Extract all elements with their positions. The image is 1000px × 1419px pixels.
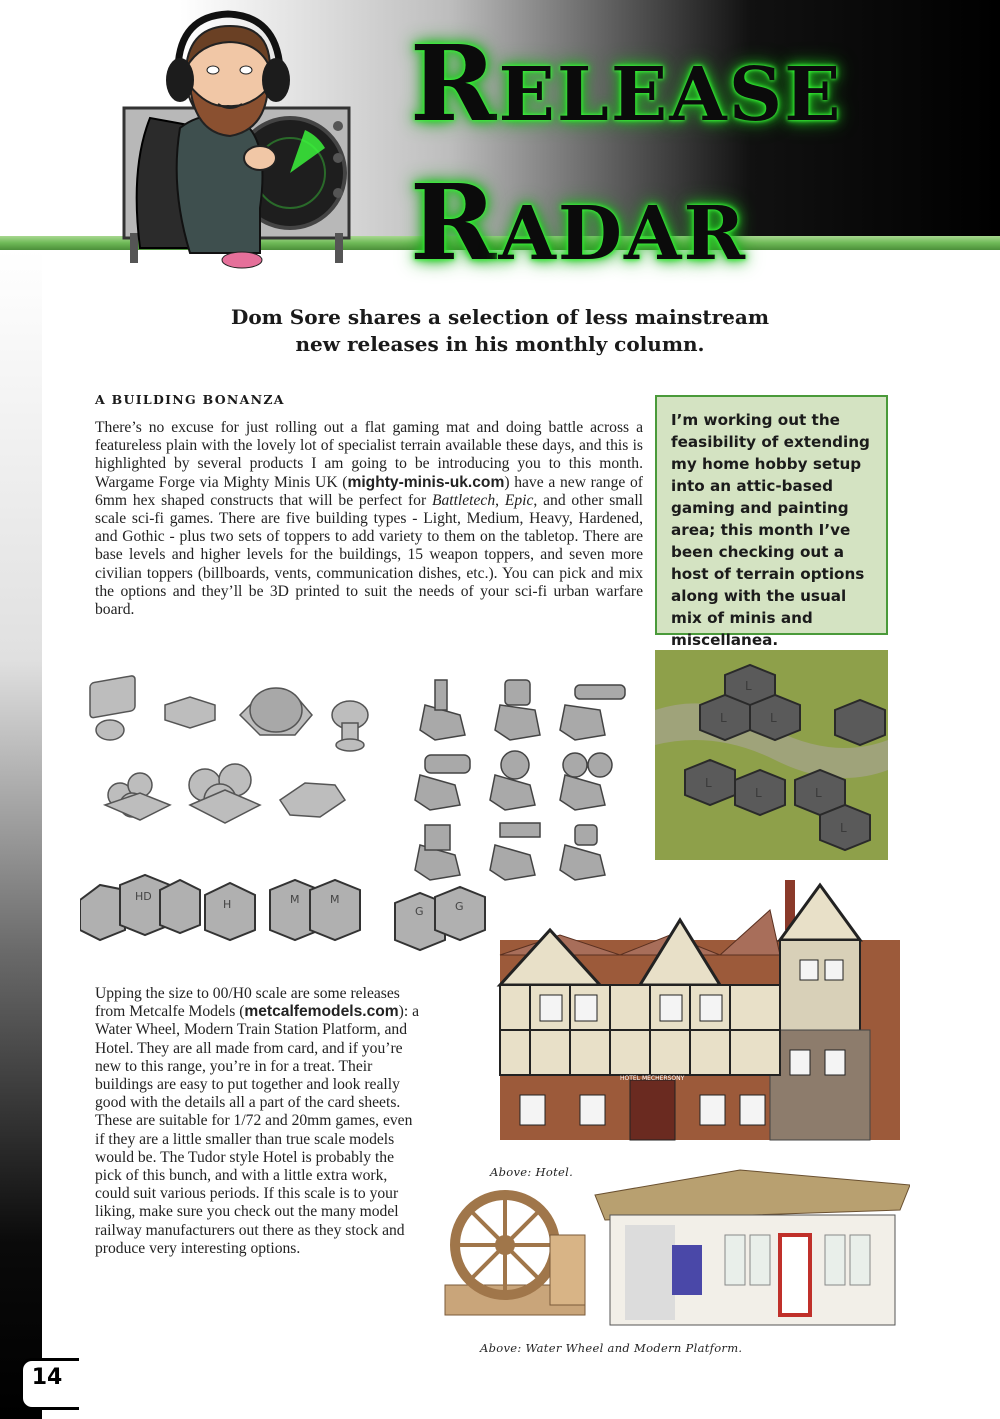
svg-text:L: L [770, 711, 777, 725]
hand [244, 146, 276, 170]
slipper [222, 252, 262, 268]
body-paragraph-1: There’s no excuse for just rolling out a flat gaming mat and doing battle across a featureless plain with the lovely lot of specialist terrain available these days, and this is highlighted by several products I am going to be introducing you to this month. Wargame Forge via Mighty Minis UK (mighty-minis-uk.com) have a new range of 6mm hex shaped constructs that will be perfect for Battletech, Epic, and other small scale sci-fi games. There are five building types - Light, Medium, Heavy, Hardened, and Gothic - plus two sets of toppers to add variety to them on the tabletop. There are base levels and higher levels for the buildings, 15 weapon toppers, and seven more civilian toppers (billboards, vents, communication dishes, etc.). You can pick and mix the options and they’ll be 3D printed to suit the needs of your sci-fi urban warfare board. [95, 419, 643, 619]
hotel-sign: HOTEL MECHERSONY [620, 1075, 685, 1082]
platform-roof [595, 1170, 910, 1220]
svg-text:L: L [720, 711, 727, 725]
jumper [177, 116, 263, 254]
metcalfe-link[interactable]: metcalfemodels.com [244, 1003, 399, 1021]
hex-label: M [290, 893, 300, 906]
svg-text:L: L [705, 776, 712, 790]
page-number: 14 [31, 1365, 63, 1390]
caption-water-wheel: Above: Water Wheel and Modern Platform. [480, 1341, 743, 1355]
hex-label: G [455, 900, 464, 913]
water-wheel-platform-image [440, 1165, 910, 1335]
svg-text:L: L [745, 679, 752, 693]
left-margin-bar [0, 250, 42, 1419]
section-heading: A BUILDING BONANZA [95, 392, 285, 407]
ticket-machine [672, 1245, 702, 1295]
callout-box: I’m working out the feasibility of extending my home hobby setup into an attic-based gaming and painting area; this month I’ve been checking out a host of terrain options along with the usual mix of minis and miscellanea. [655, 395, 888, 635]
caption-hotel: Above: Hotel. [490, 1165, 574, 1179]
hex-label: G [415, 905, 424, 918]
svg-text:L: L [755, 786, 762, 800]
hex-label: M [330, 893, 340, 906]
hex-label: H [223, 898, 232, 911]
page-title: RELEASE RADAR [410, 22, 843, 284]
hex-terrain-photo [655, 650, 888, 860]
standfirst: Dom Sore shares a selection of less mainstream new releases in his monthly column. [231, 305, 769, 356]
hotel-model-image [490, 880, 910, 1150]
body-paragraph-2: Upping the size to 00/H0 scale are some releases from Metcalfe Models (metcalfemodels.com): a Water Wheel, Modern Train Station Platform, and Hotel. They are all made from card, and if you’re new to this range, you’re in for a treat. Their buildings are easy to put together and look really good with the details all a part of the card sheets. These are suitable for 1/72 and 20mm games, even if they are a little smaller than true scale models would be. The Tudor style Hotel is probably the pick of this bunch, and with a little extra work, could suit various periods. If this scale is to your liking, make sure you check out the many model railway manufacturers out there as they stock and produce very interesting options. [95, 985, 420, 1257]
svg-text:L: L [815, 786, 822, 800]
hex-label: HD [135, 890, 152, 903]
svg-text:L: L [840, 821, 847, 835]
mighty-minis-link[interactable]: mighty-minis-uk.com [347, 473, 505, 491]
mascot-illustration [110, 8, 355, 270]
platform-door [780, 1235, 810, 1315]
